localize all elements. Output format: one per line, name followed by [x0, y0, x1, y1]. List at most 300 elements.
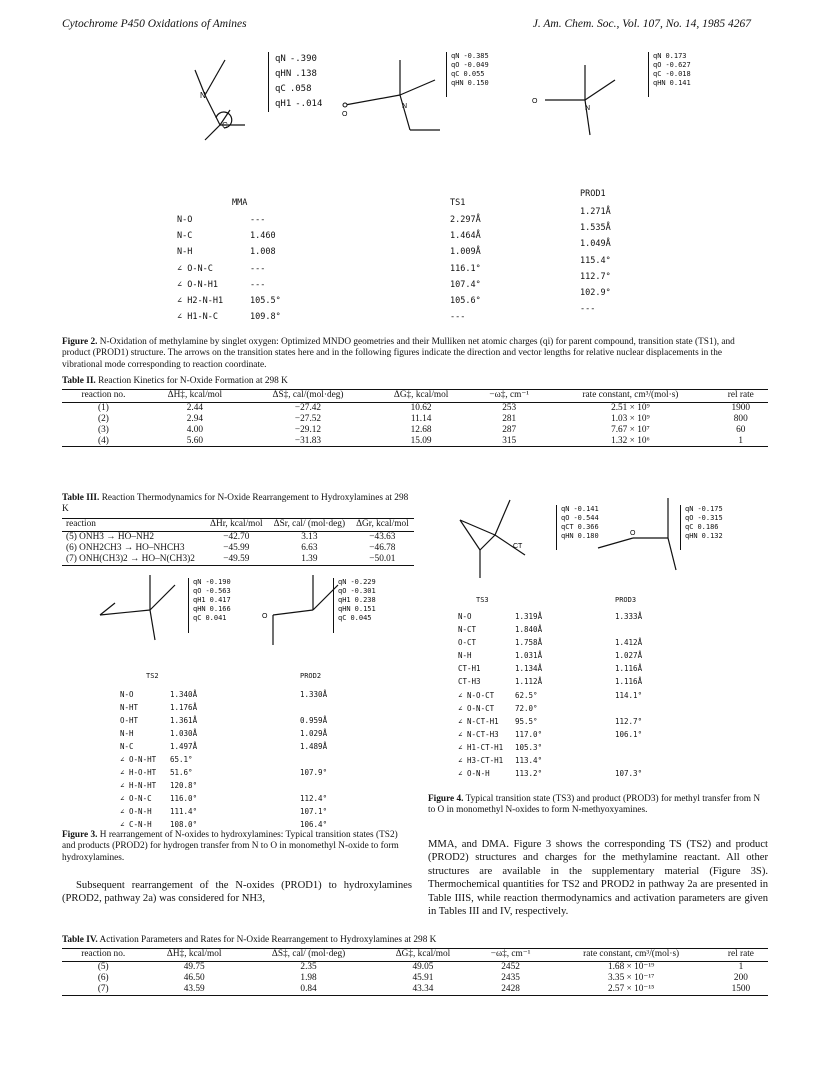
geometry-cell: 1.840Å — [515, 625, 543, 635]
table-row — [62, 543, 414, 554]
charge-row — [193, 587, 231, 596]
table-cell: −42.70 — [223, 532, 250, 543]
geometry-cell: 114.1° — [615, 690, 643, 700]
charge-label: qO — [561, 514, 570, 522]
charge-value: 0.045 — [350, 614, 372, 622]
svg-text:N: N — [402, 103, 408, 110]
geometry-cell: 1.116Å — [615, 677, 643, 687]
geometry-cell: 62.5° — [515, 690, 538, 700]
table-header-cell: ΔH‡, kcal/mol — [167, 390, 223, 400]
geometry-cell: CT-H3 — [458, 677, 481, 687]
geometry-cell: 120.8° — [170, 781, 198, 790]
geometry-cell: 113.2° — [515, 769, 543, 779]
geometry-cell: 106.1° — [615, 729, 643, 739]
table-header-cell: ΔSr, cal/ (mol·deg) — [273, 519, 346, 529]
charge-row — [685, 532, 723, 541]
charge-value: -0.190 — [205, 578, 231, 586]
table-cell: (3) — [98, 424, 109, 435]
ts1-charge-list — [446, 52, 489, 97]
figure2-caption: Figure 2. N-Oxidation of methylamine by singlet oxygen: Optimized MNDO geometries and their Mulliken net atomic charges (qi) for parent compound, transition state (TS1), and product (PROD1) structure. The arrows on the transition states here and in the following figures indicate the direction and vector lengths for relative nuclear displacements in the vibrational mode corresponding to reaction coordinate. — [62, 337, 735, 370]
geometry-cell: 51.6° — [170, 768, 193, 777]
geometry-cell: 112.7° — [580, 271, 611, 282]
table-cell: 800 — [733, 414, 748, 425]
charge-label: qO — [685, 514, 694, 522]
geometry-cell: 1.535Å — [580, 223, 611, 234]
table-cell: 46.50 — [183, 973, 205, 984]
geometry-cell: --- — [250, 263, 266, 274]
geometry-cell: 112.7° — [615, 716, 643, 726]
fig2-col-mma: MMA — [232, 198, 248, 208]
geometry-cell — [615, 741, 642, 754]
charge-value: 0.366 — [577, 523, 599, 531]
geometry-cell: 1.333Å — [615, 612, 643, 621]
geometry-cell: 105.5° — [250, 296, 281, 307]
charge-value: -0.627 — [665, 61, 691, 69]
charge-row — [685, 505, 723, 514]
geometry-cell: 106.4° — [300, 820, 328, 829]
svg-text:N: N — [585, 105, 591, 112]
geometry-cell — [300, 753, 327, 766]
geometry-cell: O-CT — [458, 638, 477, 648]
geometry-cell: ∠ H3-CT-H1 — [458, 756, 504, 766]
charge-value: -0.049 — [463, 61, 489, 69]
charge-row — [338, 605, 376, 614]
charge-value: -0.141 — [573, 505, 599, 513]
prod3-charge-list — [680, 505, 723, 550]
geometry-cell: 1.049Å — [580, 239, 611, 250]
geometry-cell: 105.3° — [515, 742, 543, 752]
fig2-geometry-labels — [177, 212, 223, 325]
geometry-cell: 1.758Å — [515, 638, 543, 648]
table-cell: 3.35 × 10⁻¹⁷ — [607, 973, 655, 984]
charge-value: -0.175 — [697, 505, 723, 513]
charge-row — [275, 82, 322, 97]
table-cell: 2435 — [501, 973, 520, 984]
geometry-cell: ∠ O-N-CT — [458, 703, 495, 713]
charge-value: -0.563 — [205, 587, 231, 595]
table-cell: 1.39 — [301, 553, 318, 564]
charge-row — [451, 52, 489, 61]
table-header-cell: rel rate — [727, 390, 754, 400]
geometry-cell: 105.6° — [450, 296, 481, 307]
table-cell: 1.32 × 10⁶ — [611, 435, 650, 446]
geometry-cell: 113.4° — [515, 756, 543, 766]
table-cell: 11.14 — [410, 414, 432, 425]
charge-value: -.390 — [289, 54, 317, 64]
charge-label: qO — [338, 587, 347, 595]
charge-label: qC — [193, 614, 202, 622]
geometry-cell: 1.027Å — [615, 651, 643, 661]
fig3-geometry-prod2 — [300, 688, 327, 831]
geometry-cell: 107.3° — [615, 769, 643, 779]
geometry-cell — [300, 701, 327, 714]
table-cell: 287 — [502, 424, 517, 435]
charge-row — [451, 70, 489, 79]
table-cell: 2.94 — [186, 414, 204, 425]
geometry-cell: O-HT — [120, 716, 139, 725]
table-cell: 45.91 — [412, 973, 434, 984]
table-cell: −31.83 — [294, 435, 322, 446]
table-header-row — [62, 390, 768, 401]
table-cell: −49.59 — [223, 553, 250, 564]
charge-value: 0.186 — [697, 523, 719, 531]
fig2-col-prod1: PROD1 — [580, 189, 606, 199]
geometry-cell: 1.112Å — [515, 677, 543, 687]
charge-value: -0.301 — [350, 587, 376, 595]
geometry-cell: 102.9° — [580, 288, 611, 299]
table-header-row — [62, 949, 768, 960]
geometry-cell: N-O — [120, 690, 134, 699]
charge-value: 0.417 — [209, 596, 231, 604]
table-cell: −27.52 — [294, 414, 322, 425]
table-cell: 281 — [502, 414, 517, 425]
geometry-cell: 1.361Å — [170, 716, 198, 725]
mma-charge-list — [268, 52, 322, 112]
geometry-cell: ∠ H1-N-C — [177, 312, 218, 323]
charge-row — [338, 587, 376, 596]
geometry-cell: ∠ N-CT-H3 — [458, 729, 499, 739]
geometry-cell: 1.497Å — [170, 742, 198, 751]
charge-row — [275, 67, 322, 82]
charge-value: 0.166 — [209, 605, 231, 613]
geometry-cell: 1.271Å — [580, 207, 611, 217]
geometry-cell: N-C — [177, 231, 193, 242]
table-cell: (5) — [97, 962, 109, 973]
table-header-cell: ΔS‡, cal/ (mol·deg) — [271, 949, 346, 959]
ts1-structure-diagram — [340, 50, 450, 140]
geometry-cell: 1.330Å — [300, 690, 328, 699]
geometry-cell: 115.4° — [580, 255, 611, 266]
geometry-cell: 1.489Å — [300, 742, 328, 751]
table-cell: 1.98 — [300, 973, 317, 984]
prod2-charge-list — [333, 578, 376, 633]
charge-label: qO — [451, 61, 460, 69]
charge-label: qN — [653, 52, 662, 60]
charge-label: qC — [275, 84, 286, 94]
fig3-col-prod2: PROD2 — [300, 672, 322, 680]
geometry-cell — [300, 779, 327, 792]
figure4-caption: Figure 4. Typical transition state (TS3) and product (PROD3) for methyl transfer from N to O in monomethyl N-oxides to form N-methyoxyamines. — [428, 794, 761, 816]
charge-label: qC — [451, 70, 460, 78]
charge-label: qHN — [561, 532, 574, 540]
charge-label: qN — [685, 505, 694, 513]
geometry-cell: 109.8° — [250, 312, 281, 323]
charge-row — [685, 514, 723, 523]
fig4-col-prod3: PROD3 — [615, 596, 637, 604]
table-cell: (7) — [97, 983, 109, 994]
table-cell: −46.78 — [369, 543, 396, 554]
geometry-cell: 0.959Å — [300, 716, 328, 725]
table-header-cell: ΔHr, kcal/mol — [210, 519, 263, 529]
svg-text:C: C — [222, 121, 228, 130]
fig2-geometry-ts1 — [450, 212, 481, 325]
geometry-cell: N-C — [120, 742, 134, 751]
table4 — [62, 948, 768, 996]
fig2-geometry-prod1 — [580, 204, 611, 317]
geometry-cell: 1.176Å — [170, 703, 198, 712]
table-cell: 43.59 — [183, 983, 205, 994]
geometry-cell: N-H — [120, 729, 134, 738]
geometry-cell: ∠ O-N-C — [120, 794, 152, 803]
geometry-cell: ∠ H-N-HT — [120, 781, 157, 790]
charge-row — [193, 605, 231, 614]
svg-text:O: O — [532, 98, 538, 105]
fig4-geometry-labels — [458, 610, 503, 780]
table-cell: −29.12 — [294, 424, 322, 435]
table-cell: (1) — [98, 403, 109, 414]
charge-value: -0.315 — [697, 514, 723, 522]
geometry-cell: 111.4° — [170, 807, 198, 816]
charge-label: qN — [561, 505, 570, 513]
charge-label: qN — [275, 54, 286, 64]
table-row — [62, 532, 414, 543]
geometry-cell: N-O — [458, 612, 472, 621]
table-cell: 2428 — [501, 983, 520, 994]
geometry-cell: ∠ H2-N-H1 — [177, 296, 224, 307]
geometry-cell: 107.4° — [450, 279, 481, 290]
charge-label: qC — [685, 523, 694, 531]
charge-label: qHN — [193, 605, 206, 613]
geometry-cell: ∠ O-N-H1 — [177, 279, 218, 290]
table-cell: 5.60 — [186, 435, 204, 446]
svg-text:O: O — [342, 111, 348, 118]
geometry-cell: N-H — [458, 651, 472, 661]
svg-text:O: O — [630, 530, 636, 537]
table-header-cell: reaction — [66, 519, 96, 529]
geometry-cell: 1.030Å — [170, 729, 198, 738]
svg-text:CT: CT — [513, 543, 523, 550]
table-cell: 4.00 — [186, 424, 204, 435]
geometry-cell: --- — [580, 304, 596, 315]
geometry-cell: --- — [250, 215, 266, 225]
geometry-cell: CT-H1 — [458, 664, 481, 674]
table-cell: 6.63 — [301, 543, 318, 554]
fig3-geometry-ts2 — [170, 688, 197, 831]
table2 — [62, 389, 768, 447]
charge-label: qCT — [561, 523, 574, 531]
table-cell: 49.75 — [183, 962, 205, 973]
geometry-cell: ∠ H1-CT-H1 — [458, 742, 504, 752]
table-cell: 43.34 — [412, 983, 434, 994]
table-cell: 0.84 — [300, 983, 317, 994]
table-cell: 15.09 — [410, 435, 432, 446]
geometry-cell: ∠ N-CT-H1 — [458, 716, 499, 726]
charge-label: qHN — [653, 79, 666, 87]
table-header-cell: ΔH‡, kcal/mol — [166, 949, 222, 959]
charge-row — [275, 52, 322, 67]
charge-label: qH1 — [338, 596, 351, 604]
charge-row — [338, 614, 376, 623]
table-row — [62, 425, 768, 436]
geometry-cell: N-O — [177, 215, 193, 225]
svg-text:N: N — [200, 91, 206, 100]
table-row — [62, 554, 414, 565]
geometry-cell: 116.0° — [170, 794, 198, 803]
fig4-geometry-ts3 — [515, 610, 542, 780]
charge-value: -0.229 — [350, 578, 376, 586]
geometry-cell: 1.029Å — [300, 729, 328, 738]
geometry-cell: 112.4° — [300, 794, 328, 803]
table-cell: 1.68 × 10⁻¹⁹ — [607, 962, 655, 973]
running-header-left: Cytochrome P450 Oxidations of Amines — [62, 18, 247, 30]
geometry-cell: 2.297Å — [450, 215, 481, 225]
geometry-cell: 1.031Å — [515, 651, 543, 661]
table-row — [62, 973, 768, 984]
table-header-cell: ΔG‡, kcal/mol — [393, 390, 449, 400]
geometry-cell: --- — [450, 312, 466, 323]
table-cell: 1.03 × 10⁹ — [611, 414, 650, 425]
geometry-cell — [615, 623, 642, 636]
table-header-cell: reaction no. — [81, 390, 126, 400]
charge-value: 0.041 — [205, 614, 227, 622]
charge-row — [653, 52, 691, 61]
ts2-charge-list — [188, 578, 231, 633]
geometry-cell — [615, 754, 642, 767]
charge-value: .058 — [289, 84, 312, 94]
table-cell: 2.57 × 10⁻¹⁵ — [607, 983, 655, 994]
geometry-cell: ∠ O-N-H — [458, 769, 490, 779]
charge-label: qN — [451, 52, 460, 60]
charge-row — [685, 523, 723, 532]
geometry-cell — [615, 702, 642, 715]
table-header-cell: −ω‡, cm⁻¹ — [490, 949, 531, 959]
table-cell: (7) ONH(CH3)2 → HO–N(CH3)2 — [66, 553, 195, 564]
table-header-cell: rel rate — [727, 949, 754, 959]
charge-label: qHN — [451, 79, 464, 87]
table-cell: (4) — [98, 435, 109, 446]
table-cell: (6) ONH2CH3 → HO–NHCH3 — [66, 543, 185, 554]
charge-value: 0.141 — [669, 79, 691, 87]
table-cell: 1 — [738, 962, 744, 973]
table-row — [62, 984, 768, 995]
geometry-cell: ∠ N-O-CT — [458, 690, 495, 700]
geometry-cell: ∠ H-O-HT — [120, 768, 157, 777]
geometry-cell: N-CT — [458, 625, 477, 635]
geometry-cell: 1.008 — [250, 247, 276, 258]
charge-value: -0.385 — [463, 52, 489, 60]
charge-row — [653, 70, 691, 79]
body-left-paragraph: Subsequent rearrangement of the N-oxides (PROD1) to hydroxylamines (PROD2, pathway 2a) was considered for NH3, — [62, 880, 412, 905]
charge-value: 0.238 — [354, 596, 376, 604]
geometry-cell: ∠ O-N-H — [120, 807, 152, 816]
table-cell: 253 — [502, 403, 517, 414]
geometry-cell: 1.340Å — [170, 690, 198, 699]
table-cell: −50.01 — [369, 553, 396, 564]
charge-label: qC — [338, 614, 347, 622]
geometry-cell: 65.1° — [170, 755, 193, 764]
mma-structure-diagram — [180, 40, 260, 150]
table3 — [62, 518, 414, 566]
table-cell: (5) ONH3 → HO–NH2 — [66, 532, 155, 543]
table-row — [62, 414, 768, 425]
geometry-cell: 72.0° — [515, 703, 538, 713]
table-header-cell: ΔGr, kcal/mol — [356, 519, 409, 529]
charge-row — [451, 79, 489, 88]
table-header-cell: rate constant, cm³/(mol·s) — [582, 390, 679, 400]
fig4-geometry-prod3 — [615, 610, 642, 780]
table-cell: 12.68 — [410, 424, 432, 435]
charge-label: qO — [193, 587, 202, 595]
geometry-cell: 107.1° — [300, 807, 328, 816]
table-cell: 2452 — [501, 962, 520, 973]
table-row — [62, 436, 768, 447]
table-cell: 60 — [736, 424, 746, 435]
table3-title: Table III. Reaction Thermodynamics for N-Oxide Rearrangement to Hydroxylamines at 298 K — [62, 493, 409, 514]
table-header-row — [62, 519, 414, 530]
prod3-structure-diagram — [588, 490, 678, 585]
geometry-cell: 1.460 — [250, 231, 276, 242]
charge-row — [653, 61, 691, 70]
geometry-cell: 95.5° — [515, 716, 538, 726]
fig3-geometry-labels — [120, 688, 156, 831]
figure3-caption: Figure 3. H rearrangement of N-oxides to hydroxylamines: Typical transition states (TS2) and products (PROD2) for hydrogen transfer from N to O in monomethyl N-oxide to form hydroxylamines. — [62, 830, 399, 863]
charge-label: qHN — [275, 69, 292, 79]
table-cell: 2.35 — [300, 962, 317, 973]
charge-value: 0.173 — [665, 52, 687, 60]
table-cell: 2.44 — [186, 403, 204, 414]
table-row — [62, 403, 768, 414]
table2-title: Table II. Reaction Kinetics for N-Oxide Formation at 298 K — [62, 376, 288, 386]
charge-value: 0.151 — [354, 605, 376, 613]
table-cell: 2.51 × 10⁹ — [611, 403, 650, 414]
geometry-cell: 1.009Å — [450, 247, 481, 258]
charge-row — [193, 596, 231, 605]
charge-value: 0.132 — [701, 532, 723, 540]
table-cell: 3.13 — [301, 532, 318, 543]
ts3-structure-diagram — [455, 490, 555, 585]
fig2-col-ts1: TS1 — [450, 198, 466, 208]
table-cell: −45.99 — [223, 543, 250, 554]
table-cell: 7.67 × 10⁷ — [611, 424, 650, 435]
geometry-cell: 108.0° — [170, 820, 198, 829]
charge-row — [338, 596, 376, 605]
geometry-cell: 116.1° — [450, 263, 481, 274]
svg-text:O: O — [262, 613, 268, 620]
charge-label: qHN — [685, 532, 698, 540]
charge-value: -.014 — [295, 99, 323, 109]
geometry-cell: 1.116Å — [615, 664, 643, 674]
geometry-cell: 1.134Å — [515, 664, 543, 674]
charge-value: 0.150 — [467, 79, 489, 87]
geometry-cell: 1.319Å — [515, 612, 543, 621]
charge-label: qN — [193, 578, 202, 586]
prod1-structure-diagram — [530, 50, 640, 140]
charge-row — [451, 61, 489, 70]
prod1-charge-list — [648, 52, 691, 97]
table-header-cell: ΔG‡, kcal/mol — [395, 949, 451, 959]
charge-row — [275, 97, 322, 112]
charge-label: qO — [653, 61, 662, 69]
table-cell: 1900 — [731, 403, 751, 414]
charge-value: .138 — [295, 69, 317, 79]
charge-label: qH1 — [193, 596, 206, 604]
geometry-cell: ∠ O-N-HT — [120, 755, 157, 764]
geometry-cell: ∠ O-N-C — [177, 263, 213, 274]
geometry-cell: 117.0° — [515, 729, 543, 739]
geometry-cell: ∠ C-N-H — [120, 820, 152, 829]
geometry-cell: N-H — [177, 247, 193, 258]
table4-title: Table IV. Activation Parameters and Rates for N-Oxide Rearrangement to Hydroxylamines at 298 K — [62, 935, 437, 945]
ts2-structure-diagram — [95, 565, 185, 655]
charge-value: -0.544 — [573, 514, 599, 522]
charge-label: qN — [338, 578, 347, 586]
fig2-geometry-mma — [250, 212, 281, 325]
charge-value: -0.018 — [665, 70, 691, 78]
geometry-cell: 107.9° — [300, 768, 328, 777]
charge-label: qHN — [338, 605, 351, 613]
table-cell: (2) — [98, 414, 109, 425]
body-right-paragraph: MMA, and DMA. Figure 3 shows the corresponding TS (TS2) and product (PROD2) structures and charges for the methylamine reactant. All other structures are available in the supplementary material (Figure 3S). Thermochemical quantities for TS2 and PROD2 in pathway 2a are presented in Table IIIS, while reaction thermodynamics and activation parameters are given in Tables III and IV, respectively. — [428, 839, 768, 918]
